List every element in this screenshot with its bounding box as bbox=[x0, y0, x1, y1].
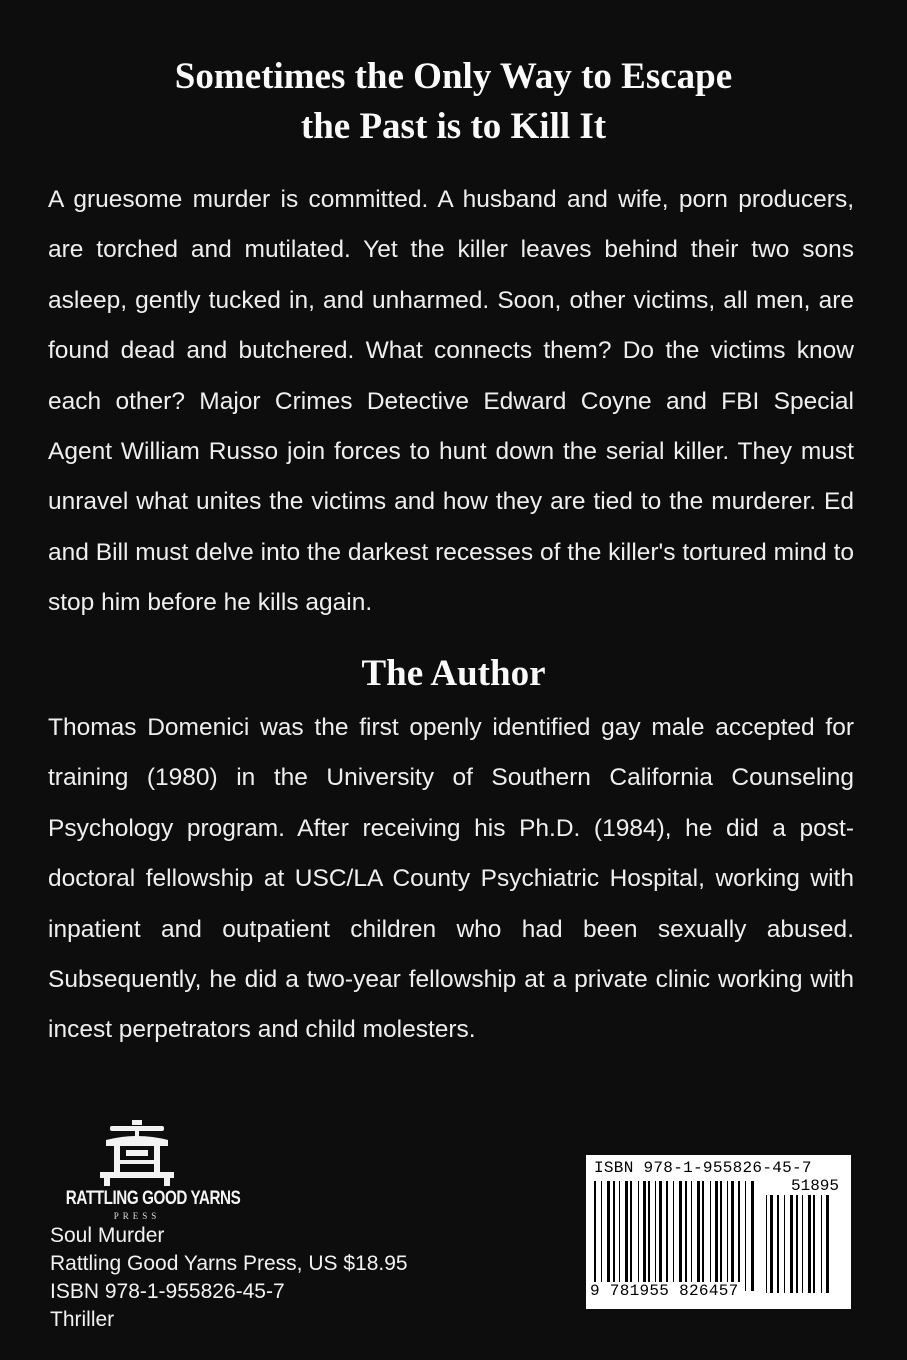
barcode-bar bbox=[826, 1195, 829, 1293]
barcode-bar bbox=[691, 1181, 692, 1291]
barcode-bar bbox=[659, 1181, 662, 1291]
barcode-bar bbox=[638, 1181, 639, 1291]
barcode-bar bbox=[702, 1181, 704, 1291]
tagline bbox=[60, 52, 847, 152]
barcode-bar bbox=[666, 1181, 668, 1291]
barcode-bar bbox=[613, 1181, 615, 1291]
barcode-bar bbox=[720, 1181, 722, 1291]
barcode-bar bbox=[745, 1181, 746, 1291]
barcode-bar bbox=[630, 1181, 632, 1291]
barcode-bars-addon bbox=[766, 1195, 846, 1295]
barcode-bar bbox=[784, 1195, 785, 1293]
barcode-bar bbox=[715, 1181, 718, 1291]
barcode bbox=[586, 1155, 851, 1309]
barcode-bar bbox=[619, 1181, 620, 1291]
publisher-logo bbox=[48, 1116, 241, 1224]
author-heading: The Author bbox=[361, 653, 546, 694]
barcode-bar bbox=[594, 1181, 596, 1291]
barcode-bar bbox=[731, 1181, 734, 1291]
printing-press-icon bbox=[48, 1116, 226, 1188]
barcode-bar bbox=[643, 1181, 646, 1291]
barcode-bar bbox=[607, 1181, 610, 1291]
barcode-bar bbox=[821, 1195, 822, 1293]
book-isbn: ISBN 978-1-955826-45-7 bbox=[50, 1280, 285, 1303]
barcode-bar bbox=[655, 1181, 656, 1291]
barcode-bar bbox=[802, 1195, 803, 1293]
barcode-price-code: 51895 bbox=[790, 1177, 839, 1195]
publisher-logo-name: RATTLING GOOD YARNS bbox=[65, 1188, 241, 1209]
publisher-logo-subtitle: PRESS bbox=[113, 1211, 161, 1221]
barcode-bar bbox=[766, 1195, 767, 1293]
barcode-bar bbox=[738, 1181, 740, 1291]
book-info bbox=[50, 1222, 408, 1334]
barcode-digits: 9 781955 826457 bbox=[590, 1282, 739, 1300]
publisher-price: Rattling Good Yarns Press, US $18.95 bbox=[50, 1252, 408, 1275]
book-blurb: A gruesome murder is committed. A husband and wife, porn producers, are torched and mutilated. Yet the killer leaves behind their two sons asleep, gently tucked in, and unharmed. Soon, other victims, all men, are found dead and butchered. What connects them? Do the victims know each other? Major Crimes Detective Edward Coyne and FBI Special Agent William Russo join forces to hunt down the serial killer. They must unravel what unites the victims and how they are tied to the murderer. Ed and Bill must delve into the darkest recesses of the killer's tortured mind to stop him before he kills again. bbox=[48, 186, 854, 617]
author-bio: Thomas Domenici was the first openly identified gay male accepted for training (1980) in the University of Southern California Counseling Psychology program. After receiving his Ph.D. (1984), he did a post-doctoral fellowship at USC/LA County Psychiatric Hospital, working with inpatient and outpatient children who had been sexually abused. Subsequently, he did a two-year fellowship at a private clinic working with incest perpetrators and child molesters. bbox=[48, 714, 854, 1044]
barcode-bar bbox=[625, 1181, 628, 1291]
barcode-bar bbox=[697, 1181, 700, 1291]
barcode-bar bbox=[685, 1181, 687, 1291]
barcode-isbn-label: ISBN 978-1-955826-45-7 bbox=[594, 1159, 812, 1177]
barcode-bar bbox=[601, 1181, 602, 1291]
barcode-bar bbox=[808, 1195, 811, 1293]
tagline-line-2: the Past is to Kill It bbox=[300, 106, 607, 147]
barcode-bar bbox=[770, 1195, 773, 1293]
barcode-bars-main bbox=[594, 1181, 754, 1291]
barcode-bar bbox=[796, 1195, 798, 1293]
barcode-bar bbox=[777, 1195, 779, 1293]
barcode-bar bbox=[648, 1181, 650, 1291]
barcode-bar bbox=[679, 1181, 682, 1291]
barcode-bar bbox=[790, 1195, 793, 1293]
barcode-bar bbox=[673, 1181, 674, 1291]
book-title: Soul Murder bbox=[50, 1224, 165, 1247]
barcode-bar bbox=[727, 1181, 728, 1291]
tagline-line-1: Sometimes the Only Way to Escape bbox=[174, 56, 733, 97]
barcode-bar bbox=[710, 1181, 711, 1291]
barcode-bar bbox=[751, 1181, 754, 1291]
book-genre: Thriller bbox=[50, 1308, 115, 1331]
barcode-bar bbox=[813, 1195, 815, 1293]
